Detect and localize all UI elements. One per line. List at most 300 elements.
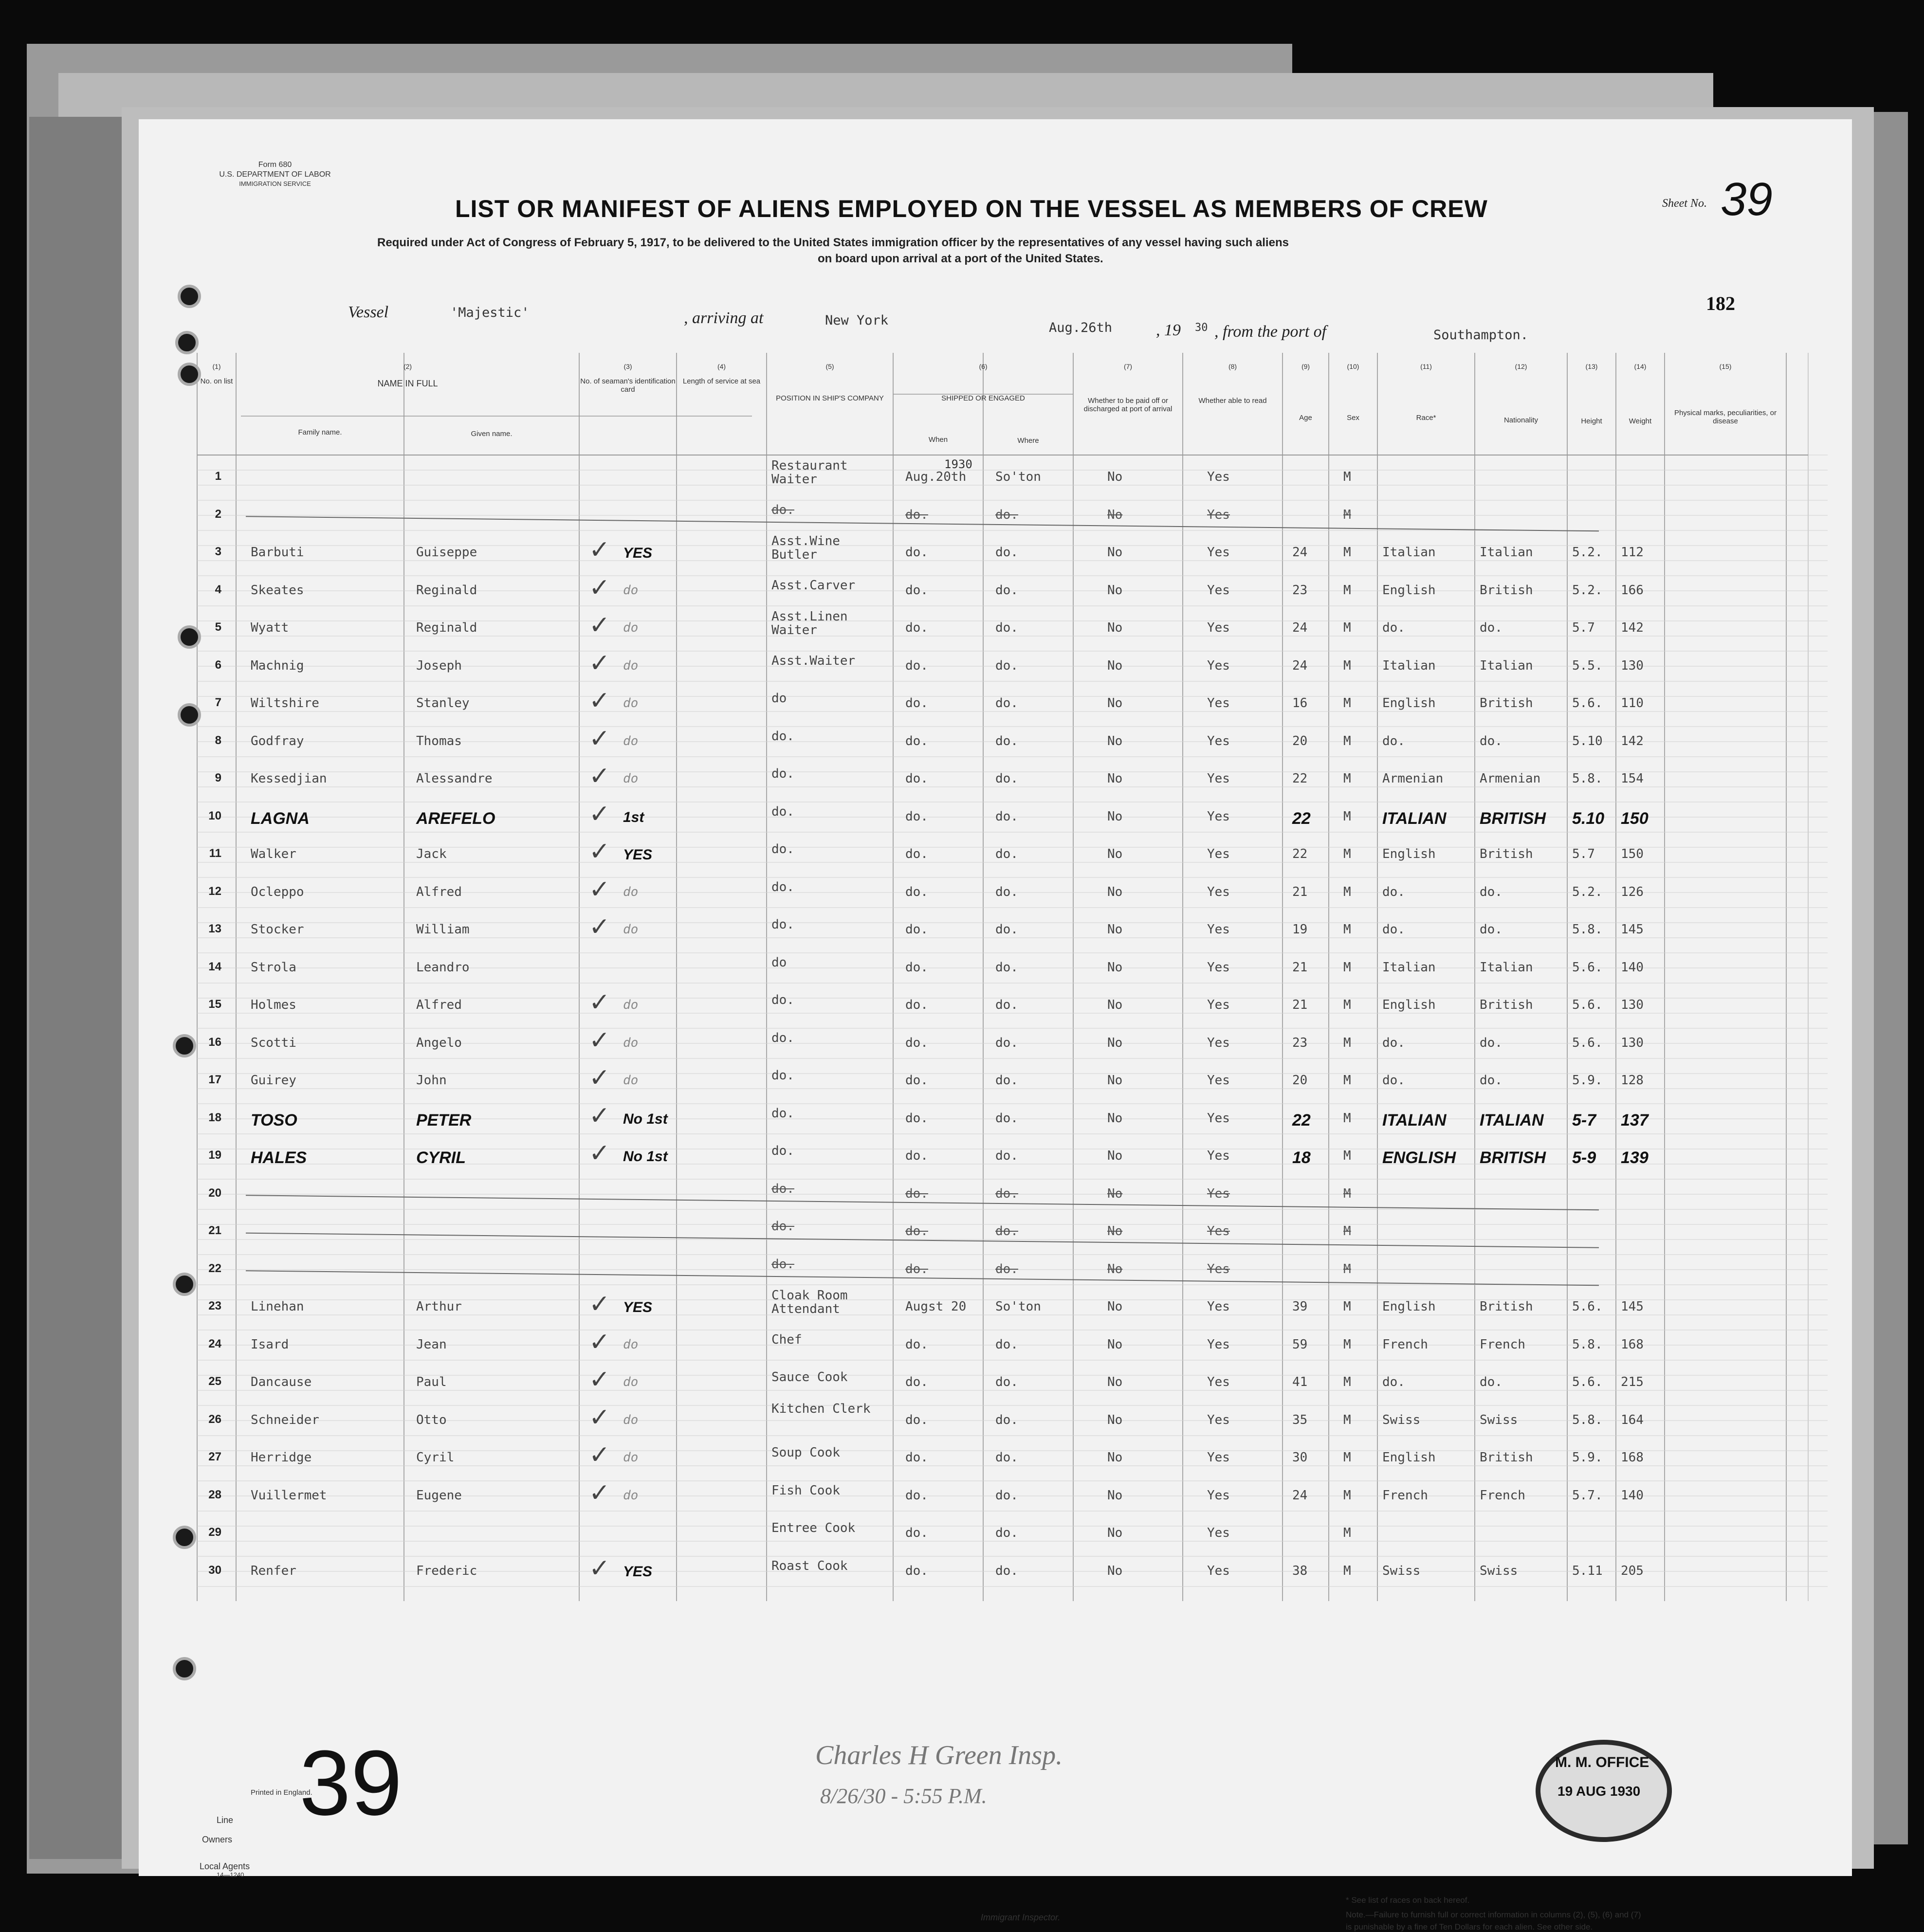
age: 21 <box>1292 998 1308 1012</box>
able-to-read: Yes <box>1207 1563 1230 1578</box>
check-mark: ✓ <box>589 1025 610 1055</box>
sex-header: Sex <box>1347 414 1359 422</box>
shipped-where: do. <box>995 1412 1018 1427</box>
race: English <box>1382 583 1436 598</box>
shipped-when: Augst 20 <box>905 1299 967 1314</box>
paid-off-header: Whether to be paid off or discharged at port of arrival <box>1083 397 1173 413</box>
row-number: 28 <box>208 1488 221 1501</box>
form-code: 14—1240 <box>217 1871 244 1878</box>
weight: 110 <box>1621 696 1644 711</box>
age: 41 <box>1292 1375 1308 1389</box>
paid-off: No <box>1107 998 1123 1012</box>
row-number: 14 <box>208 960 221 973</box>
nationality: Swiss <box>1480 1412 1518 1427</box>
able-to-read: Yes <box>1207 1412 1230 1427</box>
race: ENGLISH <box>1382 1148 1456 1167</box>
nationality: British <box>1480 998 1533 1012</box>
able-to-read: Yes <box>1207 1337 1230 1352</box>
position: Fish Cook <box>771 1483 840 1498</box>
check-mark: ✓ <box>589 1327 610 1357</box>
weight: 168 <box>1621 1450 1644 1465</box>
height: 5-7 <box>1572 1111 1596 1130</box>
paid-off: No <box>1107 620 1123 635</box>
punch-hole <box>178 285 201 308</box>
row-number: 17 <box>208 1073 221 1086</box>
sex: M <box>1343 620 1351 635</box>
family-name: Vuillermet <box>251 1488 327 1503</box>
height: 5.10 <box>1572 733 1603 748</box>
row-number: 29 <box>208 1526 221 1539</box>
nationality: Italian <box>1480 960 1533 975</box>
weight: 150 <box>1621 809 1649 828</box>
position: Cloak Room Attendant <box>771 1288 848 1316</box>
row-number: 10 <box>208 809 221 822</box>
shipped-when: do. <box>905 1337 928 1352</box>
race: do. <box>1382 1073 1405 1088</box>
shipped-where: do. <box>995 696 1018 711</box>
manifest-sheet <box>139 119 1852 1932</box>
shipped-when: do. <box>905 847 928 861</box>
paid-off: No <box>1107 1337 1123 1352</box>
shipped-when: do. <box>905 1035 928 1050</box>
no-on-list-header: No. on list <box>200 377 233 385</box>
age: 24 <box>1292 545 1308 560</box>
position: do. <box>771 842 794 857</box>
row-number: 20 <box>208 1186 221 1200</box>
family-name: Isard <box>251 1337 289 1352</box>
height: 5.8. <box>1572 1337 1603 1352</box>
position: do <box>771 691 787 706</box>
note-line-1: Note.—Failure to furnish full or correct information in columns (2), (5), (6) and (7) <box>1346 1910 1641 1919</box>
able-to-read: Yes <box>1207 1148 1230 1163</box>
row-number: 30 <box>208 1563 221 1577</box>
sex: M <box>1343 1073 1351 1088</box>
seaman-card: do <box>623 771 639 786</box>
shipped-where: So'ton <box>995 1299 1041 1314</box>
seaman-card: YES <box>623 1563 653 1580</box>
weight: 130 <box>1621 998 1644 1012</box>
able-to-read: Yes <box>1207 847 1230 861</box>
shipped-when: do. <box>905 809 928 824</box>
seaman-card: do <box>623 884 639 899</box>
paid-off: No <box>1107 1299 1123 1314</box>
sex: M <box>1343 771 1351 786</box>
sex: M <box>1343 1450 1351 1465</box>
position: Asst.Waiter <box>771 653 856 668</box>
punch-hole <box>173 1657 196 1680</box>
column-number: (15) <box>1719 363 1732 370</box>
sex: M <box>1343 1526 1351 1540</box>
given-name: Joseph <box>416 658 462 673</box>
column-number: (5) <box>825 363 834 370</box>
name-in-full-header: NAME IN FULL <box>377 379 438 388</box>
weight: 112 <box>1621 545 1644 560</box>
sex: M <box>1343 696 1351 711</box>
race: do. <box>1382 1375 1405 1389</box>
paid-off: No <box>1107 545 1123 560</box>
shipped-when: do. <box>905 1450 928 1465</box>
able-to-read: Yes <box>1207 1035 1230 1050</box>
row-number: 3 <box>215 545 221 558</box>
age: 21 <box>1292 884 1308 899</box>
row-number: 6 <box>215 658 221 672</box>
sex: M <box>1343 545 1351 560</box>
height: 5.11 <box>1572 1563 1603 1578</box>
position: do. <box>771 1030 794 1045</box>
check-mark: ✓ <box>589 686 610 715</box>
height: 5.6. <box>1572 1375 1603 1389</box>
shipped-where: do. <box>995 847 1018 861</box>
shipped-when: do. <box>905 1488 928 1503</box>
seaman-card: do <box>623 922 639 937</box>
given-name: CYRIL <box>416 1148 466 1167</box>
shipped-where: do. <box>995 658 1018 673</box>
column-number: (6) <box>979 363 988 370</box>
check-mark: ✓ <box>589 1440 610 1470</box>
race: do. <box>1382 884 1405 899</box>
line-label: Line <box>217 1815 234 1825</box>
height: 5.8. <box>1572 922 1603 937</box>
height: 5.6. <box>1572 1035 1603 1050</box>
weight: 168 <box>1621 1337 1644 1352</box>
form-number: Form 680 <box>258 161 292 169</box>
height: 5.2. <box>1572 884 1603 899</box>
family-name: LAGNA <box>251 809 310 828</box>
shipped-when: do. <box>905 960 928 975</box>
sex: M <box>1343 733 1351 748</box>
sex: M <box>1343 847 1351 861</box>
inspector-date: 8/26/30 - 5:55 P.M. <box>820 1784 987 1808</box>
owners-label: Owners <box>202 1835 233 1844</box>
sex: M <box>1343 470 1351 484</box>
position: do. <box>771 1106 794 1121</box>
shipped-when: do. <box>905 733 928 748</box>
weight: 126 <box>1621 884 1644 899</box>
sex: M <box>1343 884 1351 899</box>
given-name-header: Given name. <box>471 430 513 438</box>
age: 22 <box>1292 771 1308 786</box>
paid-off: No <box>1107 809 1123 824</box>
family-name: Wyatt <box>251 620 289 635</box>
able-to-read: Yes <box>1207 771 1230 786</box>
vessel-name: 'Majestic' <box>450 305 530 320</box>
given-name: Paul <box>416 1375 447 1389</box>
sex: M <box>1343 1337 1351 1352</box>
weight: 166 <box>1621 583 1644 598</box>
given-name: Alfred <box>416 884 462 899</box>
race: French <box>1382 1488 1428 1503</box>
shipped-where: do. <box>995 809 1018 824</box>
position: Asst.Carver <box>771 578 856 593</box>
shipped-when: do. <box>905 583 928 598</box>
shipped-when: do. <box>905 1563 928 1578</box>
shipped-where: do. <box>995 1224 1018 1239</box>
origin-port: Southampton. <box>1433 328 1529 343</box>
family-name: Barbuti <box>251 545 304 560</box>
height: 5.6. <box>1572 696 1603 711</box>
given-name: Eugene <box>416 1488 462 1503</box>
check-mark: ✓ <box>589 1101 610 1130</box>
shipped-where: do. <box>995 1148 1018 1163</box>
sex: M <box>1343 1224 1351 1239</box>
seaman-card: No 1st <box>623 1148 668 1165</box>
seaman-card: do <box>623 620 639 635</box>
row-number: 25 <box>208 1375 221 1388</box>
given-name: AREFELO <box>416 809 495 828</box>
age: 30 <box>1292 1450 1308 1465</box>
family-name: Wiltshire <box>251 696 319 711</box>
shipped-where: do. <box>995 1526 1018 1540</box>
weight: 140 <box>1621 960 1644 975</box>
given-name: John <box>416 1073 447 1088</box>
row-number: 1 <box>215 470 221 483</box>
paid-off: No <box>1107 583 1123 598</box>
family-name: HALES <box>251 1148 307 1167</box>
arrival-date: Aug.26th <box>1049 320 1113 335</box>
inspector-signature: Charles H Green Insp. <box>815 1740 1063 1770</box>
position: do. <box>771 1144 794 1158</box>
subtitle-line-1: Required under Act of Congress of February 5, 1917, to be delivered to the United States immigration officer by the representatives of any vessel having such aliens <box>377 236 1289 249</box>
agents-label: Local Agents <box>200 1861 250 1871</box>
check-mark: ✓ <box>589 875 610 904</box>
family-name: Dancause <box>251 1375 312 1389</box>
year-suffix: 30 <box>1195 322 1208 334</box>
sheet-number: 39 <box>1721 173 1773 225</box>
row-number: 13 <box>208 922 221 935</box>
position: Restaurant Waiter <box>771 458 848 487</box>
able-to-read: Yes <box>1207 1111 1230 1126</box>
nationality: BRITISH <box>1480 809 1546 828</box>
weight: 140 <box>1621 1488 1644 1503</box>
shipped-when: do. <box>905 884 928 899</box>
sex: M <box>1343 1148 1351 1163</box>
row-number: 27 <box>208 1450 221 1463</box>
height: 5.8. <box>1572 1412 1603 1427</box>
when-header: When <box>928 436 948 444</box>
position: do. <box>771 917 794 932</box>
check-mark: ✓ <box>589 1290 610 1319</box>
height: 5.2. <box>1572 583 1603 598</box>
family-name: Scotti <box>251 1035 296 1050</box>
height: 5.9. <box>1572 1450 1603 1465</box>
nationality: Italian <box>1480 545 1533 560</box>
seaman-card: do <box>623 1035 639 1050</box>
shipped-when: do. <box>905 998 928 1012</box>
weight: 130 <box>1621 658 1644 673</box>
weight: 154 <box>1621 771 1644 786</box>
family-name: Machnig <box>251 658 304 673</box>
shipped-when: do. <box>905 1412 928 1427</box>
age: 22 <box>1292 847 1308 861</box>
row-number: 11 <box>209 847 221 860</box>
arrival-port: New York <box>825 313 889 328</box>
shipped-when: do. <box>905 545 928 560</box>
family-name: Holmes <box>251 998 296 1012</box>
able-to-read: Yes <box>1207 545 1230 560</box>
physical-marks-header: Physical marks, peculiarities, or disease <box>1674 409 1777 425</box>
family-name: Kessedjian <box>251 771 327 786</box>
race: Swiss <box>1382 1412 1421 1427</box>
given-name: Thomas <box>416 733 462 748</box>
row-number: 5 <box>215 620 221 634</box>
race: French <box>1382 1337 1428 1352</box>
position: do <box>771 955 787 970</box>
seaman-card: do <box>623 1488 639 1503</box>
column-number: (1) <box>212 363 221 370</box>
paid-off: No <box>1107 696 1123 711</box>
office-stamp <box>1536 1740 1672 1842</box>
seaman-card: YES <box>623 847 653 863</box>
position: Soup Cook <box>771 1445 840 1460</box>
age: 35 <box>1292 1412 1308 1427</box>
check-mark: ✓ <box>589 988 610 1017</box>
able-to-read: Yes <box>1207 960 1230 975</box>
check-mark: ✓ <box>589 1403 610 1432</box>
nationality: Swiss <box>1480 1563 1518 1578</box>
row-number: 16 <box>208 1035 221 1049</box>
seaman-card: No 1st <box>623 1111 668 1127</box>
races-note: * See list of races on back hereof. <box>1346 1896 1470 1905</box>
sex: M <box>1343 1111 1351 1126</box>
seaman-card: YES <box>623 545 653 561</box>
paid-off: No <box>1107 507 1123 522</box>
column-number: (14) <box>1634 363 1647 370</box>
able-to-read: Yes <box>1207 733 1230 748</box>
check-mark: ✓ <box>589 573 610 602</box>
able-to-read: Yes <box>1207 1450 1230 1465</box>
when-year: 1930 <box>944 457 972 471</box>
row-number: 2 <box>215 507 221 521</box>
given-name: Alessandre <box>416 771 493 786</box>
sex: M <box>1343 658 1351 673</box>
family-name: Schneider <box>251 1412 319 1427</box>
given-name: Jean <box>416 1337 447 1352</box>
seaman-card: do <box>623 733 639 748</box>
position: Asst.Wine Butler <box>771 534 840 562</box>
sex: M <box>1343 583 1351 598</box>
race: do. <box>1382 1035 1405 1050</box>
nationality: French <box>1480 1488 1525 1503</box>
nationality: do. <box>1480 922 1503 937</box>
shipped-where: do. <box>995 733 1018 748</box>
given-name: Guiseppe <box>416 545 477 560</box>
age: 23 <box>1292 1035 1308 1050</box>
family-name: Linehan <box>251 1299 304 1314</box>
shipped-where: do. <box>995 1563 1018 1578</box>
shipped-where: do. <box>995 1111 1018 1126</box>
sex: M <box>1343 1563 1351 1578</box>
row-number: 8 <box>215 733 221 747</box>
age: 24 <box>1292 620 1308 635</box>
position: do. <box>771 1219 794 1234</box>
race: English <box>1382 998 1436 1012</box>
punch-hole <box>173 1273 196 1296</box>
binding-strip <box>29 117 122 1859</box>
paid-off: No <box>1107 658 1123 673</box>
height: 5.2. <box>1572 545 1603 560</box>
able-to-read: Yes <box>1207 620 1230 635</box>
height: 5.7. <box>1572 1488 1603 1503</box>
seaman-card: do <box>623 583 639 598</box>
able-to-read: Yes <box>1207 470 1230 484</box>
family-name: Ocleppo <box>251 884 304 899</box>
column-number: (8) <box>1228 363 1237 370</box>
sheet-label: Sheet No. <box>1662 197 1707 210</box>
paid-off: No <box>1107 1035 1123 1050</box>
position: do. <box>771 993 794 1007</box>
sex: M <box>1343 1186 1351 1201</box>
height: 5.6. <box>1572 960 1603 975</box>
age: 38 <box>1292 1563 1308 1578</box>
weight: 164 <box>1621 1412 1644 1427</box>
height: 5.7 <box>1572 847 1595 861</box>
seaman-card: 1st <box>623 809 644 825</box>
year-prefix: , 19 <box>1156 321 1181 339</box>
position: Kitchen Clerk <box>771 1401 871 1416</box>
height: 5.6. <box>1572 998 1603 1012</box>
height: 5.7 <box>1572 620 1595 635</box>
given-name: Jack <box>416 847 447 861</box>
family-name: Guirey <box>251 1073 296 1088</box>
check-mark: ✓ <box>589 1478 610 1508</box>
check-mark: ✓ <box>589 837 610 866</box>
able-to-read: Yes <box>1207 1526 1230 1540</box>
family-name: Skeates <box>251 583 304 598</box>
able-read-header: Whether able to read <box>1198 397 1267 405</box>
seaman-card: YES <box>623 1299 653 1315</box>
shipped-when: do. <box>905 1224 928 1239</box>
race: ITALIAN <box>1382 809 1447 828</box>
age: 22 <box>1292 809 1311 828</box>
position: Chef <box>771 1332 802 1347</box>
inspector-label: Immigrant Inspector. <box>981 1913 1061 1922</box>
weight: 145 <box>1621 922 1644 937</box>
position: Sauce Cook <box>771 1370 848 1385</box>
shipped-when: do. <box>905 507 928 522</box>
subtitle-line-2: on board upon arrival at a port of the United States. <box>818 252 1103 265</box>
row-number: 7 <box>215 696 221 709</box>
able-to-read: Yes <box>1207 809 1230 824</box>
punch-hole <box>175 331 199 354</box>
position: do. <box>771 1257 794 1272</box>
sex: M <box>1343 998 1351 1012</box>
shipped-where: do. <box>995 884 1018 899</box>
sex: M <box>1343 1299 1351 1314</box>
nationality: do. <box>1480 884 1503 899</box>
service: IMMIGRATION SERVICE <box>239 180 311 187</box>
seaman-card: do <box>623 1375 639 1389</box>
arriving-label: , arriving at <box>684 309 764 327</box>
sex: M <box>1343 960 1351 975</box>
able-to-read: Yes <box>1207 1488 1230 1503</box>
stamp-date: 19 AUG 1930 <box>1558 1784 1641 1799</box>
weight: 145 <box>1621 1299 1644 1314</box>
sex: M <box>1343 1261 1351 1276</box>
printed-note: Printed in England. <box>251 1788 312 1797</box>
age: 39 <box>1292 1299 1308 1314</box>
shipped-when: do. <box>905 1261 928 1276</box>
paid-off: No <box>1107 1412 1123 1427</box>
able-to-read: Yes <box>1207 1261 1230 1276</box>
check-mark: ✓ <box>589 1063 610 1093</box>
race: Italian <box>1382 545 1436 560</box>
height: 5.8. <box>1572 771 1603 786</box>
shipped-where: So'ton <box>995 470 1041 484</box>
paid-off: No <box>1107 1261 1123 1276</box>
given-name: Alfred <box>416 998 462 1012</box>
weight: 137 <box>1621 1111 1649 1130</box>
paid-off: No <box>1107 922 1123 937</box>
